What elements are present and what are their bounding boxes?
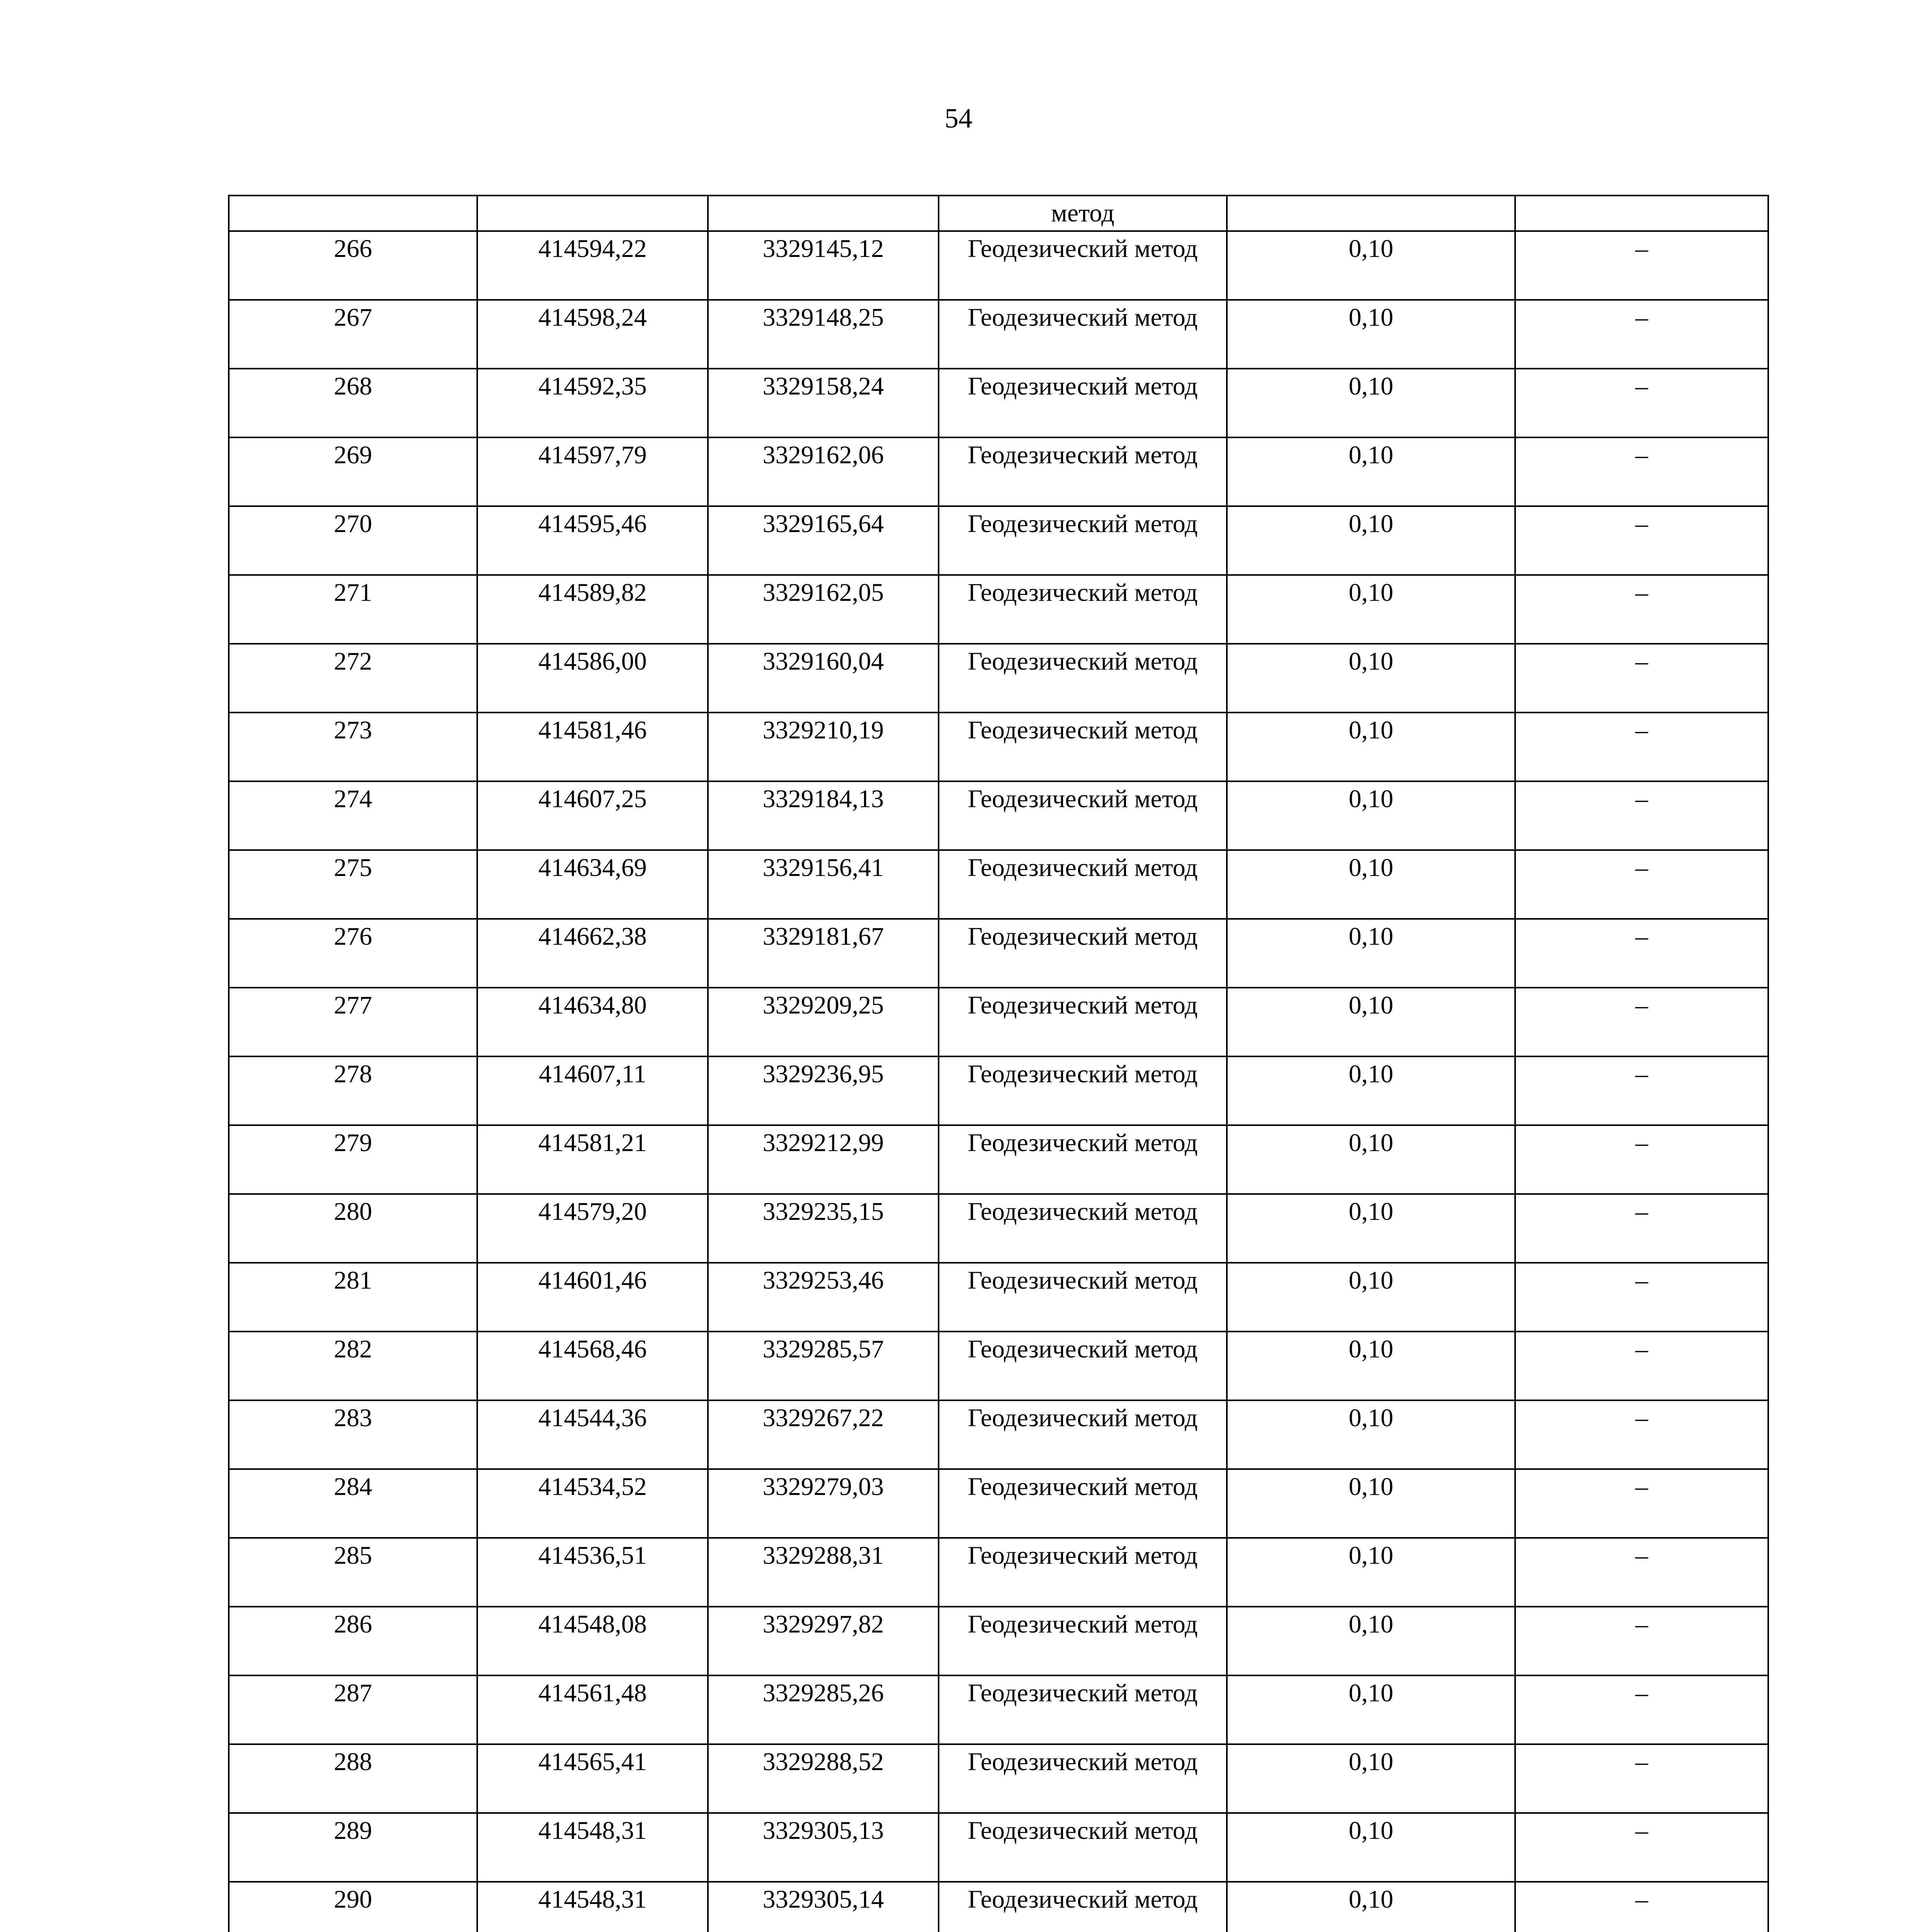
cell-method: Геодезический метод <box>939 1056 1227 1125</box>
cell-point-number: 283 <box>229 1400 477 1469</box>
cell-x <box>477 196 708 231</box>
cell-y: 3329305,13 <box>708 1813 939 1882</box>
cell-point-number: 285 <box>229 1538 477 1607</box>
cell-point-number: 284 <box>229 1469 477 1538</box>
table-row <box>229 1538 1768 1607</box>
table-row <box>229 437 1768 506</box>
cell-method: Геодезический метод <box>939 1469 1227 1538</box>
cell-accuracy: 0,10 <box>1227 1675 1515 1744</box>
cell-accuracy: 0,10 <box>1227 1744 1515 1813</box>
cell-y: 3329158,24 <box>708 369 939 437</box>
cell-note: – <box>1515 850 1768 919</box>
cell-point-number: 281 <box>229 1263 477 1332</box>
cell-y: 3329148,25 <box>708 300 939 369</box>
cell-x: 414597,79 <box>477 437 708 506</box>
cell-method: Геодезический метод <box>939 850 1227 919</box>
cell-accuracy: 0,10 <box>1227 437 1515 506</box>
cell-accuracy: 0,10 <box>1227 300 1515 369</box>
cell-y: 3329160,04 <box>708 644 939 713</box>
cell-y: 3329279,03 <box>708 1469 939 1538</box>
cell-method: Геодезический метод <box>939 781 1227 850</box>
cell-x: 414581,46 <box>477 713 708 781</box>
cell-accuracy: 0,10 <box>1227 1194 1515 1263</box>
cell-note: – <box>1515 1400 1768 1469</box>
cell-y: 3329210,19 <box>708 713 939 781</box>
cell-note: – <box>1515 1469 1768 1538</box>
cell-point-number: 280 <box>229 1194 477 1263</box>
table-row <box>229 1607 1768 1675</box>
table-row <box>229 231 1768 300</box>
cell-note: – <box>1515 1056 1768 1125</box>
table-row <box>229 1194 1768 1263</box>
cell-y: 3329236,95 <box>708 1056 939 1125</box>
cell-point-number: 266 <box>229 231 477 300</box>
cell-accuracy: 0,10 <box>1227 506 1515 575</box>
cell-x: 414607,11 <box>477 1056 708 1125</box>
cell-y: 3329267,22 <box>708 1400 939 1469</box>
cell-note: – <box>1515 300 1768 369</box>
cell-point-number: 269 <box>229 437 477 506</box>
cell-method: Геодезический метод <box>939 506 1227 575</box>
table-row <box>229 1125 1768 1194</box>
cell-note: – <box>1515 231 1768 300</box>
coordinates-table-body <box>229 196 1768 1932</box>
cell-x: 414589,82 <box>477 575 708 644</box>
cell-accuracy: 0,10 <box>1227 1263 1515 1332</box>
cell-x: 414581,21 <box>477 1125 708 1194</box>
cell-y: 3329288,52 <box>708 1744 939 1813</box>
cell-x: 414568,46 <box>477 1332 708 1400</box>
cell-method: Геодезический метод <box>939 1125 1227 1194</box>
table-row <box>229 575 1768 644</box>
cell-point-number: 278 <box>229 1056 477 1125</box>
table-row <box>229 1813 1768 1882</box>
cell-point-number: 274 <box>229 781 477 850</box>
cell-method: Геодезический метод <box>939 919 1227 988</box>
cell-method: Геодезический метод <box>939 437 1227 506</box>
cell-x: 414595,46 <box>477 506 708 575</box>
cell-method: метод <box>939 196 1227 231</box>
cell-y: 3329181,67 <box>708 919 939 988</box>
cell-note: – <box>1515 437 1768 506</box>
cell-accuracy: 0,10 <box>1227 1400 1515 1469</box>
cell-y: 3329209,25 <box>708 988 939 1056</box>
cell-y <box>708 196 939 231</box>
cell-method: Геодезический метод <box>939 1882 1227 1932</box>
cell-x: 414548,08 <box>477 1607 708 1675</box>
cell-x: 414544,36 <box>477 1400 708 1469</box>
cell-point-number: 267 <box>229 300 477 369</box>
cell-point-number: 289 <box>229 1813 477 1882</box>
cell-method: Геодезический метод <box>939 1263 1227 1332</box>
cell-method: Геодезический метод <box>939 1813 1227 1882</box>
cell-y: 3329235,15 <box>708 1194 939 1263</box>
cell-method: Геодезический метод <box>939 1194 1227 1263</box>
cell-accuracy: 0,10 <box>1227 781 1515 850</box>
cell-y: 3329162,06 <box>708 437 939 506</box>
page-number: 54 <box>944 103 973 134</box>
table-row <box>229 506 1768 575</box>
cell-method: Геодезический метод <box>939 1675 1227 1744</box>
table-row <box>229 369 1768 437</box>
cell-y: 3329156,41 <box>708 850 939 919</box>
cell-x: 414534,52 <box>477 1469 708 1538</box>
cell-x: 414634,80 <box>477 988 708 1056</box>
cell-note: – <box>1515 713 1768 781</box>
table-row <box>229 1882 1768 1932</box>
continuation-row <box>229 196 1768 231</box>
cell-method: Геодезический метод <box>939 1332 1227 1400</box>
cell-note: – <box>1515 1194 1768 1263</box>
cell-x: 414601,46 <box>477 1263 708 1332</box>
cell-y: 3329212,99 <box>708 1125 939 1194</box>
table-row <box>229 1400 1768 1469</box>
cell-note: – <box>1515 919 1768 988</box>
table-row <box>229 850 1768 919</box>
table-row <box>229 1469 1768 1538</box>
cell-note: – <box>1515 644 1768 713</box>
cell-note <box>1515 196 1768 231</box>
cell-x: 414634,69 <box>477 850 708 919</box>
cell-point-number: 276 <box>229 919 477 988</box>
cell-point-number: 288 <box>229 1744 477 1813</box>
cell-note: – <box>1515 1675 1768 1744</box>
cell-x: 414594,22 <box>477 231 708 300</box>
cell-point-number: 268 <box>229 369 477 437</box>
cell-note: – <box>1515 506 1768 575</box>
cell-point-number: 287 <box>229 1675 477 1744</box>
cell-method: Геодезический метод <box>939 1744 1227 1813</box>
cell-method: Геодезический метод <box>939 988 1227 1056</box>
cell-x: 414548,31 <box>477 1813 708 1882</box>
table-row <box>229 1744 1768 1813</box>
cell-method: Геодезический метод <box>939 369 1227 437</box>
cell-accuracy: 0,10 <box>1227 1538 1515 1607</box>
cell-y: 3329285,26 <box>708 1675 939 1744</box>
cell-method: Геодезический метод <box>939 300 1227 369</box>
cell-method: Геодезический метод <box>939 1538 1227 1607</box>
cell-x: 414536,51 <box>477 1538 708 1607</box>
cell-x: 414598,24 <box>477 300 708 369</box>
cell-accuracy: 0,10 <box>1227 1056 1515 1125</box>
cell-note: – <box>1515 1125 1768 1194</box>
cell-method: Геодезический метод <box>939 1400 1227 1469</box>
cell-accuracy: 0,10 <box>1227 575 1515 644</box>
cell-point-number <box>229 196 477 231</box>
cell-accuracy: 0,10 <box>1227 369 1515 437</box>
cell-accuracy: 0,10 <box>1227 1332 1515 1400</box>
table-row <box>229 781 1768 850</box>
cell-note: – <box>1515 1332 1768 1400</box>
cell-accuracy: 0,10 <box>1227 1882 1515 1932</box>
cell-point-number: 282 <box>229 1332 477 1400</box>
table-row <box>229 1332 1768 1400</box>
cell-point-number: 277 <box>229 988 477 1056</box>
cell-note: – <box>1515 575 1768 644</box>
cell-y: 3329288,31 <box>708 1538 939 1607</box>
cell-method: Геодезический метод <box>939 575 1227 644</box>
coordinates-table <box>228 195 1769 1932</box>
cell-x: 414548,31 <box>477 1882 708 1932</box>
cell-point-number: 271 <box>229 575 477 644</box>
cell-point-number: 273 <box>229 713 477 781</box>
cell-method: Геодезический метод <box>939 1607 1227 1675</box>
cell-note: – <box>1515 369 1768 437</box>
cell-accuracy <box>1227 196 1515 231</box>
cell-method: Геодезический метод <box>939 713 1227 781</box>
cell-note: – <box>1515 1744 1768 1813</box>
cell-y: 3329253,46 <box>708 1263 939 1332</box>
cell-point-number: 290 <box>229 1882 477 1932</box>
cell-note: – <box>1515 988 1768 1056</box>
cell-y: 3329184,13 <box>708 781 939 850</box>
table-row <box>229 1263 1768 1332</box>
cell-accuracy: 0,10 <box>1227 1813 1515 1882</box>
cell-y: 3329165,64 <box>708 506 939 575</box>
cell-x: 414565,41 <box>477 1744 708 1813</box>
cell-note: – <box>1515 1263 1768 1332</box>
cell-point-number: 272 <box>229 644 477 713</box>
cell-point-number: 279 <box>229 1125 477 1194</box>
cell-point-number: 275 <box>229 850 477 919</box>
cell-method: Геодезический метод <box>939 644 1227 713</box>
table-row <box>229 1056 1768 1125</box>
cell-accuracy: 0,10 <box>1227 1469 1515 1538</box>
cell-x: 414579,20 <box>477 1194 708 1263</box>
cell-accuracy: 0,10 <box>1227 919 1515 988</box>
cell-point-number: 270 <box>229 506 477 575</box>
cell-y: 3329305,14 <box>708 1882 939 1932</box>
cell-point-number: 286 <box>229 1607 477 1675</box>
cell-y: 3329145,12 <box>708 231 939 300</box>
cell-accuracy: 0,10 <box>1227 644 1515 713</box>
cell-accuracy: 0,10 <box>1227 231 1515 300</box>
cell-method: Геодезический метод <box>939 231 1227 300</box>
cell-x: 414586,00 <box>477 644 708 713</box>
cell-note: – <box>1515 1607 1768 1675</box>
table-row <box>229 713 1768 781</box>
cell-accuracy: 0,10 <box>1227 713 1515 781</box>
cell-accuracy: 0,10 <box>1227 1125 1515 1194</box>
table-row <box>229 1675 1768 1744</box>
cell-accuracy: 0,10 <box>1227 1607 1515 1675</box>
cell-note: – <box>1515 1882 1768 1932</box>
cell-accuracy: 0,10 <box>1227 850 1515 919</box>
cell-y: 3329285,57 <box>708 1332 939 1400</box>
table-row <box>229 919 1768 988</box>
cell-x: 414592,35 <box>477 369 708 437</box>
cell-note: – <box>1515 1538 1768 1607</box>
table-row <box>229 644 1768 713</box>
table-row <box>229 988 1768 1056</box>
cell-note: – <box>1515 781 1768 850</box>
cell-x: 414561,48 <box>477 1675 708 1744</box>
cell-y: 3329162,05 <box>708 575 939 644</box>
table-row <box>229 300 1768 369</box>
cell-y: 3329297,82 <box>708 1607 939 1675</box>
cell-note: – <box>1515 1813 1768 1882</box>
cell-x: 414662,38 <box>477 919 708 988</box>
cell-accuracy: 0,10 <box>1227 988 1515 1056</box>
cell-x: 414607,25 <box>477 781 708 850</box>
